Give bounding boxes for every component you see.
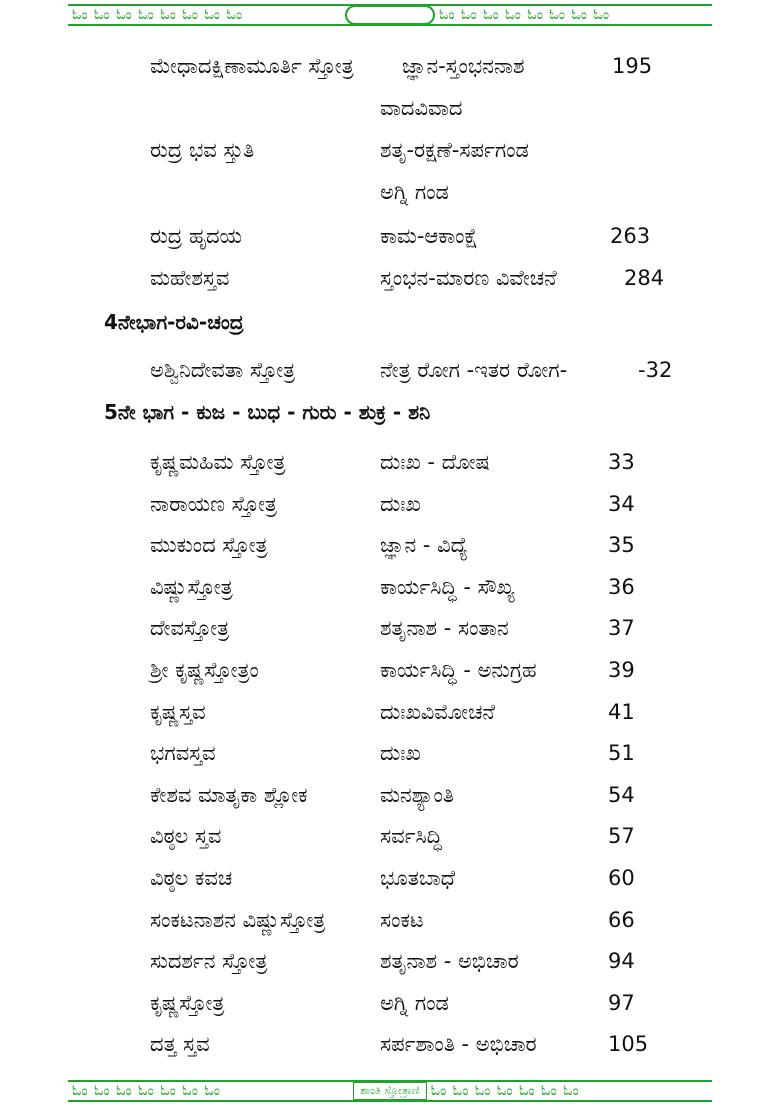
header-om-left: ಓಂ ಓಂ ಓಂ ಓಂ ಓಂ ಓಂ ಓಂ ಓಂ (72, 7, 244, 23)
footer-border-band (68, 1080, 712, 1102)
entry-title: ಭಗವಸ್ತವ (150, 741, 216, 765)
entry-page: 263 (610, 224, 651, 248)
entry-purpose: ಮನಶ್ಯಾಂತಿ (380, 783, 454, 807)
entry-purpose: ಅಗ್ನಿ ಗಂಡ (380, 991, 449, 1015)
entry-purpose-continued: ವಾದವಿವಾದ (380, 96, 463, 120)
entry-purpose: ಶತೃ-ರಕ್ಷಣೆ-ಸರ್ಪಗಂಡ (380, 138, 529, 162)
entry-page: 195 (612, 54, 653, 78)
entry-page: 37 (608, 616, 635, 640)
entry-purpose: ಭೂತಬಾಧೆ (380, 866, 456, 890)
entry-title: ರುದ್ರ ಭವ ಸ್ತುತಿ (150, 138, 255, 162)
entry-page: 284 (624, 266, 665, 290)
entry-title: ಸುದರ್ಶನ ಸ್ತೋತ್ರ (150, 949, 268, 973)
entry-page: 54 (608, 783, 635, 807)
entry-title: ದತ್ತ ಸ್ತವ (150, 1032, 210, 1056)
section-4-heading: 4ನೇಭಾಗ-ರವಿ-ಚಂದ್ರ (104, 310, 244, 334)
entry-title: ಕೃಷ್ಣಸ್ತವ (150, 700, 206, 724)
entry-title: ಮೇಧಾದಕ್ಷಿಣಾಮೂರ್ತಿ ಸ್ತೋತ್ರ (150, 54, 354, 78)
entry-page: 36 (608, 575, 635, 599)
entry-page: 105 (608, 1032, 649, 1056)
entry-purpose: ದುಃಖ (380, 492, 421, 516)
entry-title: ಮುಕುಂದ ಸ್ತೋತ್ರ (150, 533, 268, 557)
footer-om-right: ಓಂ ಓಂ ಓಂ ಓಂ ಓಂ ಓಂ ಓಂ (430, 1083, 580, 1099)
entry-page: 94 (608, 949, 635, 973)
entry-purpose: ನೇತ್ರ ರೋಗ -ಇತರ ರೋಗ- (380, 358, 568, 382)
entry-purpose: ಸ್ತಂಭನ-ಮಾರಣ ವಿವೇಚನೆ (380, 266, 557, 290)
entry-purpose: ಕಾರ್ಯಸಿದ್ಧಿ - ಸೌಖ್ಯ (380, 575, 515, 599)
entry-purpose: ಜ್ಞಾನ - ವಿದ್ಯೆ (380, 533, 468, 557)
entry-page: 57 (608, 824, 635, 848)
entry-page: 60 (608, 866, 635, 890)
entry-purpose: ಶತೃನಾಶ - ಸಂತಾನ (380, 616, 509, 640)
entry-title: ರುದ್ರ ಹೃದಯ (150, 224, 243, 248)
entry-page: 51 (608, 741, 635, 765)
entry-title: ಕೃಷ್ಣಸ್ತೋತ್ರ (150, 991, 225, 1015)
entry-page: 39 (608, 658, 635, 682)
entry-page: 35 (608, 533, 635, 557)
entry-purpose: ಸಂಕಟ (380, 908, 424, 932)
entry-title: ವಿಠ್ಠಲ ಸ್ತವ (150, 824, 222, 848)
entry-purpose: ಶತೃನಾಶ - ಅಭಿಚಾರ (380, 949, 519, 973)
footer-om-left: ಓಂ ಓಂ ಓಂ ಓಂ ಓಂ ಓಂ ಓಂ (72, 1083, 221, 1099)
entry-title: ಕೃಷ್ಣಮಹಿಮ ಸ್ತೋತ್ರ (150, 450, 286, 474)
entry-title: ಕೇಶವ ಮಾತೃಕಾ ಶ್ಲೋಕ (150, 783, 308, 807)
entry-purpose: ಜ್ಞಾನ-ಸ್ತಂಭನನಾಶ (402, 54, 525, 78)
header-om-right: ಓಂ ಓಂ ಓಂ ಓಂ ಓಂ ಓಂ ಓಂ ಓಂ (439, 7, 611, 23)
entry-title: ವಿಷ್ಣುಸ್ತೋತ್ರ (150, 575, 233, 599)
entry-title: ದೇವಸ್ತೋತ್ರ (150, 616, 230, 640)
entry-page: 34 (608, 492, 635, 516)
entry-page: 41 (608, 700, 635, 724)
entry-title: ಮಹೇಶಸ್ತವ (150, 266, 230, 290)
entry-purpose: ಕಾರ್ಯಸಿದ್ಧಿ - ಅನುಗ್ರಹ (380, 658, 537, 682)
entry-title: ಸಂಕಟನಾಶನ ವಿಷ್ಣುಸ್ತೋತ್ರ (150, 908, 326, 932)
entry-purpose: ಸರ್ಪಶಾಂತಿ - ಅಭಿಚಾರ (380, 1032, 537, 1056)
footer-caption: ಶಾಂತಿ ಸ್ತೋತ್ರಾಣಿ (353, 1082, 427, 1100)
entry-purpose: ಕಾಮ-ಆಕಾಂಕ್ಷೆ (380, 224, 478, 248)
entry-title: ಅಶ್ವಿನಿದೇವತಾ ಸ್ತೋತ್ರ (150, 358, 296, 382)
entry-title: ವಿಠ್ಠಲ ಕವಚ (150, 866, 233, 890)
entry-purpose: ದುಃಖ - ದೋಷ (380, 450, 490, 474)
entry-purpose-continued: ಅಗ್ನಿ ಗಂಡ (380, 180, 449, 204)
section-5-heading: 5ನೇ ಭಾಗ - ಕುಜ - ಬುಧ - ಗುರು - ಶುಕ್ರ - ಶನಿ (104, 400, 431, 424)
entry-page: -32 (638, 358, 673, 382)
entry-purpose: ಸರ್ವಸಿದ್ಧಿ (380, 824, 442, 848)
entry-page: 33 (608, 450, 635, 474)
entry-title: ಶ್ರೀ ಕೃಷ್ಣಸ್ತೋತ್ರಂ (150, 658, 259, 682)
header-oval-ornament (345, 5, 435, 25)
header-border-band (68, 4, 712, 26)
entry-page: 97 (608, 991, 635, 1015)
entry-purpose: ದುಃಖ (380, 741, 421, 765)
entry-page: 66 (608, 908, 635, 932)
entry-purpose: ದುಃಖವಿಮೋಚನೆ (380, 700, 495, 724)
entry-title: ನಾರಾಯಣ ಸ್ತೋತ್ರ (150, 492, 277, 516)
